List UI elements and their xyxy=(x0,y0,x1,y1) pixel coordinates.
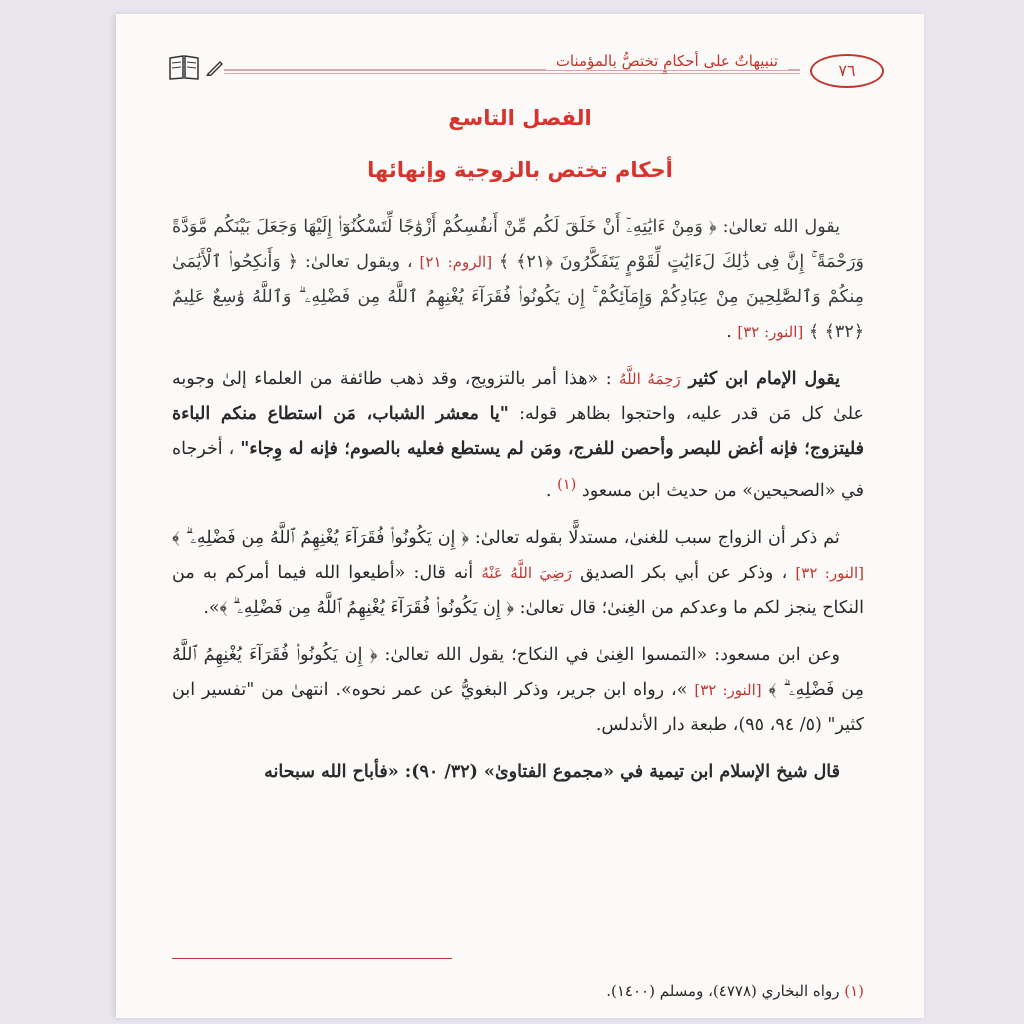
verse-reference: [النور: ٣٢] xyxy=(694,680,762,699)
book-page xyxy=(116,14,924,1018)
page-number: ٧٦ xyxy=(810,54,884,88)
hadith-text: "يا معشر الشباب، مَن استطاع منكم الباءة فليتزوج؛ فإنه أغض للبصر وأحصن للفرج، ومَن لم يستطع فعليه بالصوم؛ فإنه له وِجاء" xyxy=(172,404,864,459)
punctuation: . xyxy=(545,480,552,501)
paragraph-4 xyxy=(172,638,864,743)
quote-text: ثم ذكر أن الزواج سبب للغنىٰ، مستدلًّا بقوله تعالىٰ: ﴿ إِن يَكُونُوا۟ فُقَرَآءَ يُغْنِهِمُ ٱللَّهُ مِن فَضْلِهِۦ ۗ ﴾ xyxy=(172,527,840,548)
running-title: تنبيهاتٌ على أحكامٍ تختصُّ بالمؤمنات xyxy=(546,52,788,70)
quote-text: ، وذكر عن أبي بكر الصديق xyxy=(571,562,788,583)
punctuation: . xyxy=(726,322,732,342)
quran-verse: يقول الله تعالىٰ: ﴿ وَمِنْ ءَايَٰتِهِۦٓ أَنْ خَلَقَ لَكُم مِّنْ أَنفُسِكُمْ أَزْوَٰجًا لِّتَسْكُنُوٓا۟ إِلَيْهَا وَجَعَلَ بَيْنَكُم مَّوَدَّةً وَرَحْمَةً ۚ إِنَّ فِى ذَٰلِكَ لَءَايَٰتٍ لِّقَوْمٍ يَتَفَكَّرُونَ ﴿٢١﴾ ﴾ xyxy=(172,217,864,272)
footnote-text: رواه البخاري (٤٧٧٨)، ومسلم (١٤٠٠). xyxy=(606,982,840,1000)
footnote-marker[interactable]: (١) xyxy=(557,476,577,493)
speaker-lead: يقول الإمام ابن كثير xyxy=(680,369,840,389)
verse-reference: [النور: ٣٢] xyxy=(795,563,864,582)
quran-verse: ، ويقول تعالىٰ: ﴿ وَأَنكِحُوا۟ ٱلْأَيَٰمَىٰ مِنكُمْ وَٱلصَّٰلِحِينَ مِنْ عِبَادِكُمْ وَإِمَآئِكُمْ ۚ إِن يَكُونُوا۟ فُقَرَآءَ يُغْنِهِمُ ٱللَّهُ مِن فَضْلِهِۦ ۗ وَٱللَّهُ وَٰسِعٌ عَلِيمٌ ﴿٣٢﴾ ﴾ xyxy=(172,252,864,342)
verse-reference: [النور: ٣٢] xyxy=(737,323,804,341)
page-header xyxy=(168,50,884,90)
chapter-title: الفصل التاسع xyxy=(448,106,592,130)
quote-text: ، أخرجاه في «الصحيحين» من حديث ابن مسعود xyxy=(172,439,864,501)
quote-text: وعن ابن مسعود: «التمسوا الغِنىٰ في النكاح؛ يقول الله تعالىٰ: ﴿ إِن يَكُونُوا۟ فُقَرَآءَ يُغْنِهِمُ ٱللَّهُ مِن فَضْلِهِۦ ۗ ﴾ xyxy=(172,644,864,700)
open-book-icon xyxy=(168,53,200,81)
honorific: رَحِمَهُ اللَّهُ xyxy=(619,370,681,388)
pen-icon xyxy=(206,58,224,76)
footnote xyxy=(172,982,864,1000)
quote-text: أنه قال: «أطيعوا الله فيما أمركم به من النكاح ينجز لكم ما وعدكم من الغِنىٰ؛ قال تعالىٰ: ﴿ إِن يَكُونُوا۟ فُقَرَآءَ يُغْنِهِمُ ٱللَّهُ مِن فَضْلِهِۦ ۗ ﴾». xyxy=(172,562,864,618)
paragraph-5: قال شيخ الإسلام ابن تيمية في «مجموع الفتاوىٰ» (٣٢/ ٩٠): «فأباح الله سبحانه xyxy=(264,761,840,782)
honorific: رَضِيَ اللَّهُ عَنْهُ xyxy=(481,563,572,582)
quote-text: »، رواه ابن جرير، وذكر البغويُّ عن عمر نحوه». انتهىٰ من "تفسير ابن كثير" (٥/ ٩٤، ٩٥)، طبعة دار الأندلس. xyxy=(172,679,864,735)
header-rule-thin xyxy=(224,73,800,74)
body-text xyxy=(172,210,864,802)
paragraph-3 xyxy=(172,521,864,626)
quote-text: : «هذا أمر بالتزويج، وقد ذهب طائفة من العلماء إلىٰ وجوبه علىٰ كل مَن قدر عليه، واحتجوا بظاهر قوله: xyxy=(172,369,864,424)
footnote-number: (١) xyxy=(844,982,864,1000)
paragraph-2 xyxy=(172,362,864,509)
footnote-separator xyxy=(172,958,452,959)
paragraph-1 xyxy=(172,210,864,350)
chapter-subtitle: أحكام تختص بالزوجية وإنهائها xyxy=(367,158,673,182)
verse-reference: [الروم: ٢١] xyxy=(419,253,493,271)
